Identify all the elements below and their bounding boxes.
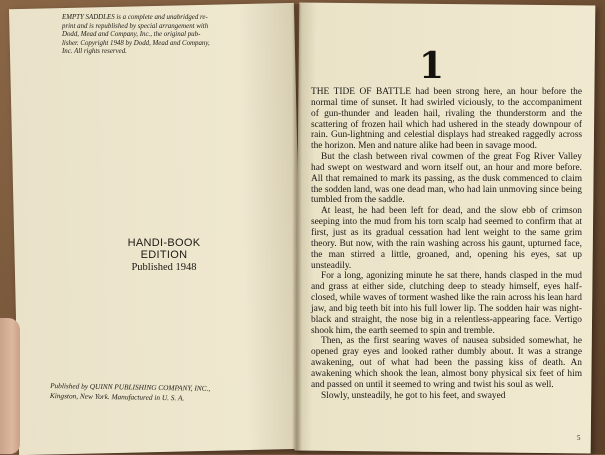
book-spine <box>292 4 302 452</box>
copyright-line: Inc. All rights reserved. <box>62 48 127 56</box>
thumb-holding-book <box>0 318 20 454</box>
paragraph: THE TIDE OF BATTLE had been strong here, an hour before the normal time of sunset. It had swirled viciously, to the accompaniment of gun-thunder and leaden hail, rivaling the thunderstorm and the scattering of frozen hail which had ushered in the steady downpour of rain. Gun-lightning and celestial displays had streaked raggedly across the horizon. Men and nature alike had been in savage mood. <box>311 87 582 152</box>
edition-title: HANDI-BOOK EDITION <box>127 237 201 261</box>
copyright-line: Dodd, Mead and Company, Inc., the original pub- <box>62 31 201 39</box>
paragraph: Then, as the first searing waves of nausea subsided somewhat, he opened gray eyes and looked rather dumbly about. It was a strange awakening, out of what had been the passing kiss of death. An awakening which shook the lean, almost bony physical six feet of him and passed on until it seemed to wring and twist his soul as well. <box>311 336 582 390</box>
edition-published: Published 1948 <box>131 262 197 273</box>
page-number: 5 <box>577 434 581 442</box>
copyright-line: EMPTY SADDLES is a complete and unabridged re- <box>62 14 208 21</box>
copyright-line: print and is republished by special arrangement with <box>62 22 209 30</box>
chapter-body-text <box>311 87 582 401</box>
publisher-line: Kingston, New York. Manufactured in U. S. A. <box>49 391 185 403</box>
edition-block <box>104 237 224 273</box>
paragraph: For a long, agonizing minute he sat there, hands clasped in the mud and grass at either side, clutching deep to steady himself, eyes half-closed, while waves of torment washed like the rain across his lean hard jaw, and big teeth bit into his full lower lip. The sodden hair was night-black and straight, the nose big in a relentless-appearing face. Vertigo shook him, the earth seemed to spin and tremble. <box>311 271 582 336</box>
copyright-notice <box>62 14 276 57</box>
paragraph: Slowly, unsteadily, he got to his feet, and swayed <box>321 390 506 401</box>
paragraph: But the clash between rival cowmen of the great Fog River Valley had swept on westward and worn itself out, an hour and more before. All that remained to mark its passing, as the dusk commenced to claim the sodden land, was one dead man, who had lain unmoving since being tumbled from the saddle. <box>311 152 582 206</box>
publisher-line: Published by QUINN PUBLISHING COMPANY, INC., <box>50 381 211 393</box>
publisher-imprint <box>50 381 276 405</box>
paragraph: At least, he had been left for dead, and the slow ebb of crimson seeping into the mud from his torn scalp had seemed to confirm that at first, just as its gradual cessation had lent weight to the same grim theory. But now, with the rain washing across his gaunt, upturned face, the man stirred a little, groaned, and, opening his eyes, sat up unsteadily. <box>311 206 582 271</box>
copyright-line: lisher. Copyright 1948 by Dodd, Mead and Company, <box>62 39 210 47</box>
chapter-number: 1 <box>419 45 445 87</box>
